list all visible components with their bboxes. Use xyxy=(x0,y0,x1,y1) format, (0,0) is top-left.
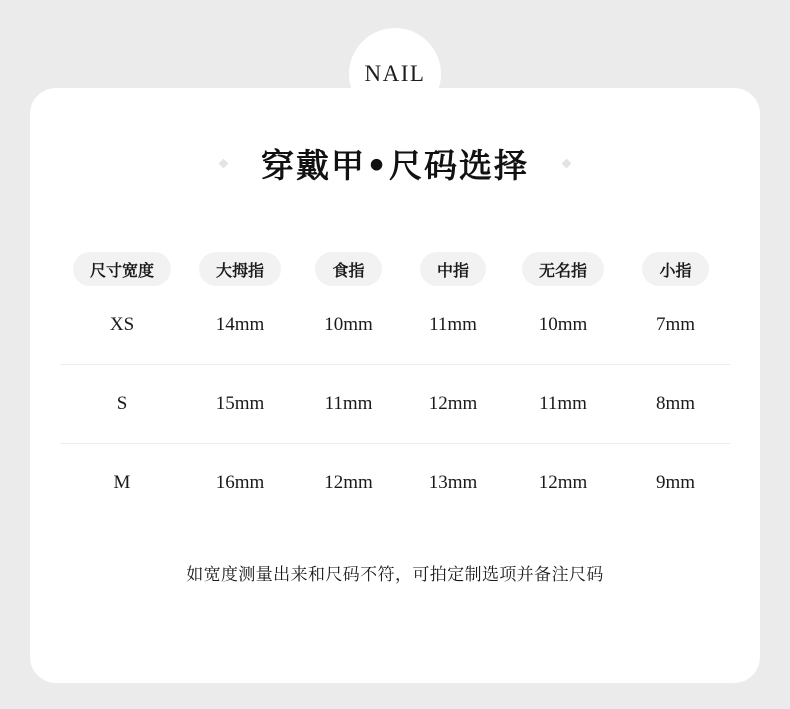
table-cell: 13mm xyxy=(428,472,478,493)
table-cell: 12mm xyxy=(324,472,373,493)
table-header-cell xyxy=(621,252,730,286)
table-header-label: 小指 xyxy=(642,252,708,286)
table-cell: 8mm xyxy=(655,393,696,414)
table-cell: 11mm xyxy=(324,393,373,414)
table-cell: 11mm xyxy=(429,314,477,335)
diamond-right-icon xyxy=(562,159,572,169)
table-header-label: 大拇指 xyxy=(199,252,281,286)
table-cell-size: S xyxy=(116,393,128,414)
table-cell: 9mm xyxy=(655,472,696,493)
nail-badge xyxy=(349,28,441,120)
table-header-label: 食指 xyxy=(315,252,381,286)
table-header-label: 无名指 xyxy=(522,252,604,286)
table-cell: 7mm xyxy=(655,314,696,335)
table-header-cell xyxy=(401,252,505,286)
table-header-cell xyxy=(296,252,401,286)
table-header-row xyxy=(60,252,730,286)
table-cell: 12mm xyxy=(428,393,478,414)
size-table xyxy=(60,252,730,522)
table-cell: 11mm xyxy=(539,393,587,414)
table-header-label: 尺寸宽度 xyxy=(73,252,171,286)
table-header-label: 中指 xyxy=(420,252,486,286)
title-block xyxy=(0,140,790,187)
table-cell: 10mm xyxy=(324,314,373,335)
nail-badge-label: NAIL xyxy=(364,61,426,86)
table-row xyxy=(60,286,730,365)
diamond-left-icon xyxy=(219,159,229,169)
table-cell: 12mm xyxy=(538,472,588,493)
table-header-cell xyxy=(505,252,621,286)
table-cell-size: M xyxy=(113,472,131,493)
table-cell: 15mm xyxy=(215,393,265,414)
table-cell: 14mm xyxy=(215,314,265,335)
table-cell: 10mm xyxy=(538,314,588,335)
table-row xyxy=(60,365,730,444)
table-header-cell xyxy=(184,252,296,286)
table-cell: 16mm xyxy=(215,472,265,493)
table-header-cell xyxy=(60,252,184,286)
table-cell-size: XS xyxy=(109,314,135,335)
table-row xyxy=(60,444,730,522)
footnote: 如宽度测量出来和尺码不符，可拍定制选项并备注尺码 xyxy=(186,565,604,585)
page-title: 穿戴甲•尺码选择 xyxy=(260,146,530,185)
